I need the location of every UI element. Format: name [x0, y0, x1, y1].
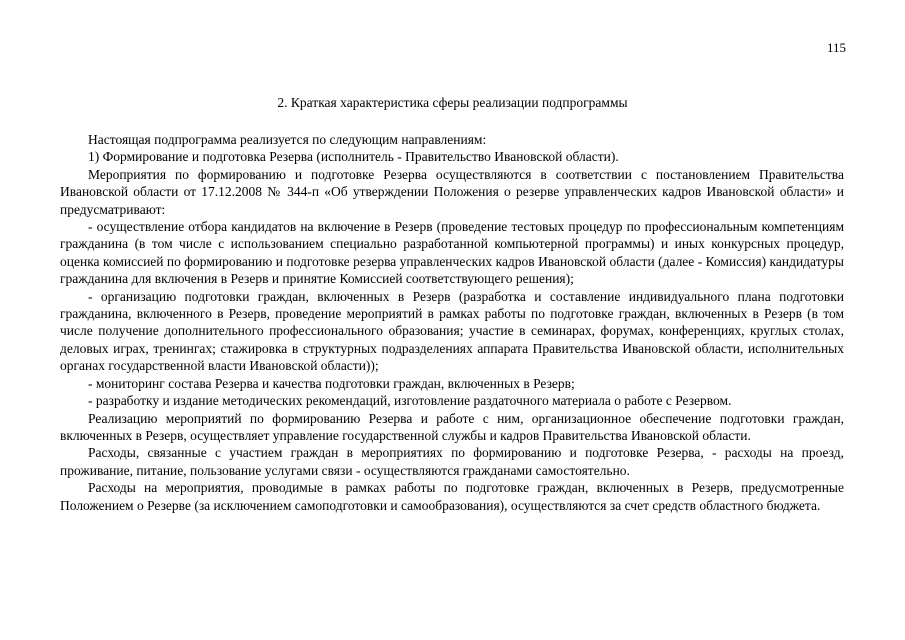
section-title: 2. Краткая характеристика сферы реализации подпрограммы: [277, 95, 628, 110]
paragraph-intro: Настоящая подпрограмма реализуется по следующим направлениям:: [88, 132, 487, 147]
paragraph-implementation: Реализацию мероприятий по формированию Резерва и работе с ним, организационное обеспечение подготовки граждан, включенных в Резерв, осуществляет управление государственной службы и кадров Правительства Ивановской области.: [60, 410, 844, 443]
list-item-guidelines: - разработку и издание методических рекомендаций, изготовление раздаточного материала о работе с Резервом.: [88, 393, 732, 409]
list-item-training: - организацию подготовки граждан, включенных в Резерв (разработка и составление индивидуального плана подготовки гражданина, включенного в Резерв, проведение мероприятий в рамках работы по подготовке граждан, включенных в Резерв (в том числе получение дополнительного профессионального образования; участие в семинарах, форумах, конференциях, круглых столах, деловых играх, тренингах; стажировка в структурных подразделениях аппарата Правительства Ивановской области, исполнительных органах государственной власти Ивановской области));: [60, 288, 844, 374]
list-item-monitoring: - мониторинг состава Резерва и качества подготовки граждан, включенных в Резерв;: [88, 375, 575, 391]
paragraph-expenses-budget: Расходы на мероприятия, проводимые в рамках работы по подготовке граждан, включенных в Резерв, предусмотренные Положением о Резерве (за исключением самоподготовки и самообразования), осуществляются за счет средств областного бюджета.: [60, 480, 844, 513]
paragraph-expenses-citizens: Расходы, связанные с участием граждан в мероприятиях по формированию и подготовке Резерва, - расходы на проезд, проживание, питание, пользование услугами связи - осуществляются гражданами самостоятельно.: [60, 445, 844, 478]
document-body: [60, 131, 844, 514]
paragraph-direction-1: 1) Формирование и подготовка Резерва (исполнитель - Правительство Ивановской области).: [88, 149, 619, 165]
paragraph-measures: Мероприятия по формированию и подготовке Резерва осуществляются в соответствии с постановлением Правительства Ивановской области от 17.12.2008 № 344-п «Об утверждении Положения о резерве управленческих кадров Ивановской области» и предусматривают:: [60, 166, 844, 217]
page-number: 115: [826, 40, 846, 55]
list-item-selection: - осуществление отбора кандидатов на включение в Резерв (проведение тестовых процедур по профессиональным компетенциям гражданина (в том числе с использованием специально разработанной компьютерной программы) и иных конкурсных процедур, оценка комиссией по формированию и подготовке резерва управленческих кадров Ивановской области (далее - Комиссия) кандидатуры гражданина для включения в Резерв и принятие Комиссией соответствующего решения);: [60, 219, 844, 287]
